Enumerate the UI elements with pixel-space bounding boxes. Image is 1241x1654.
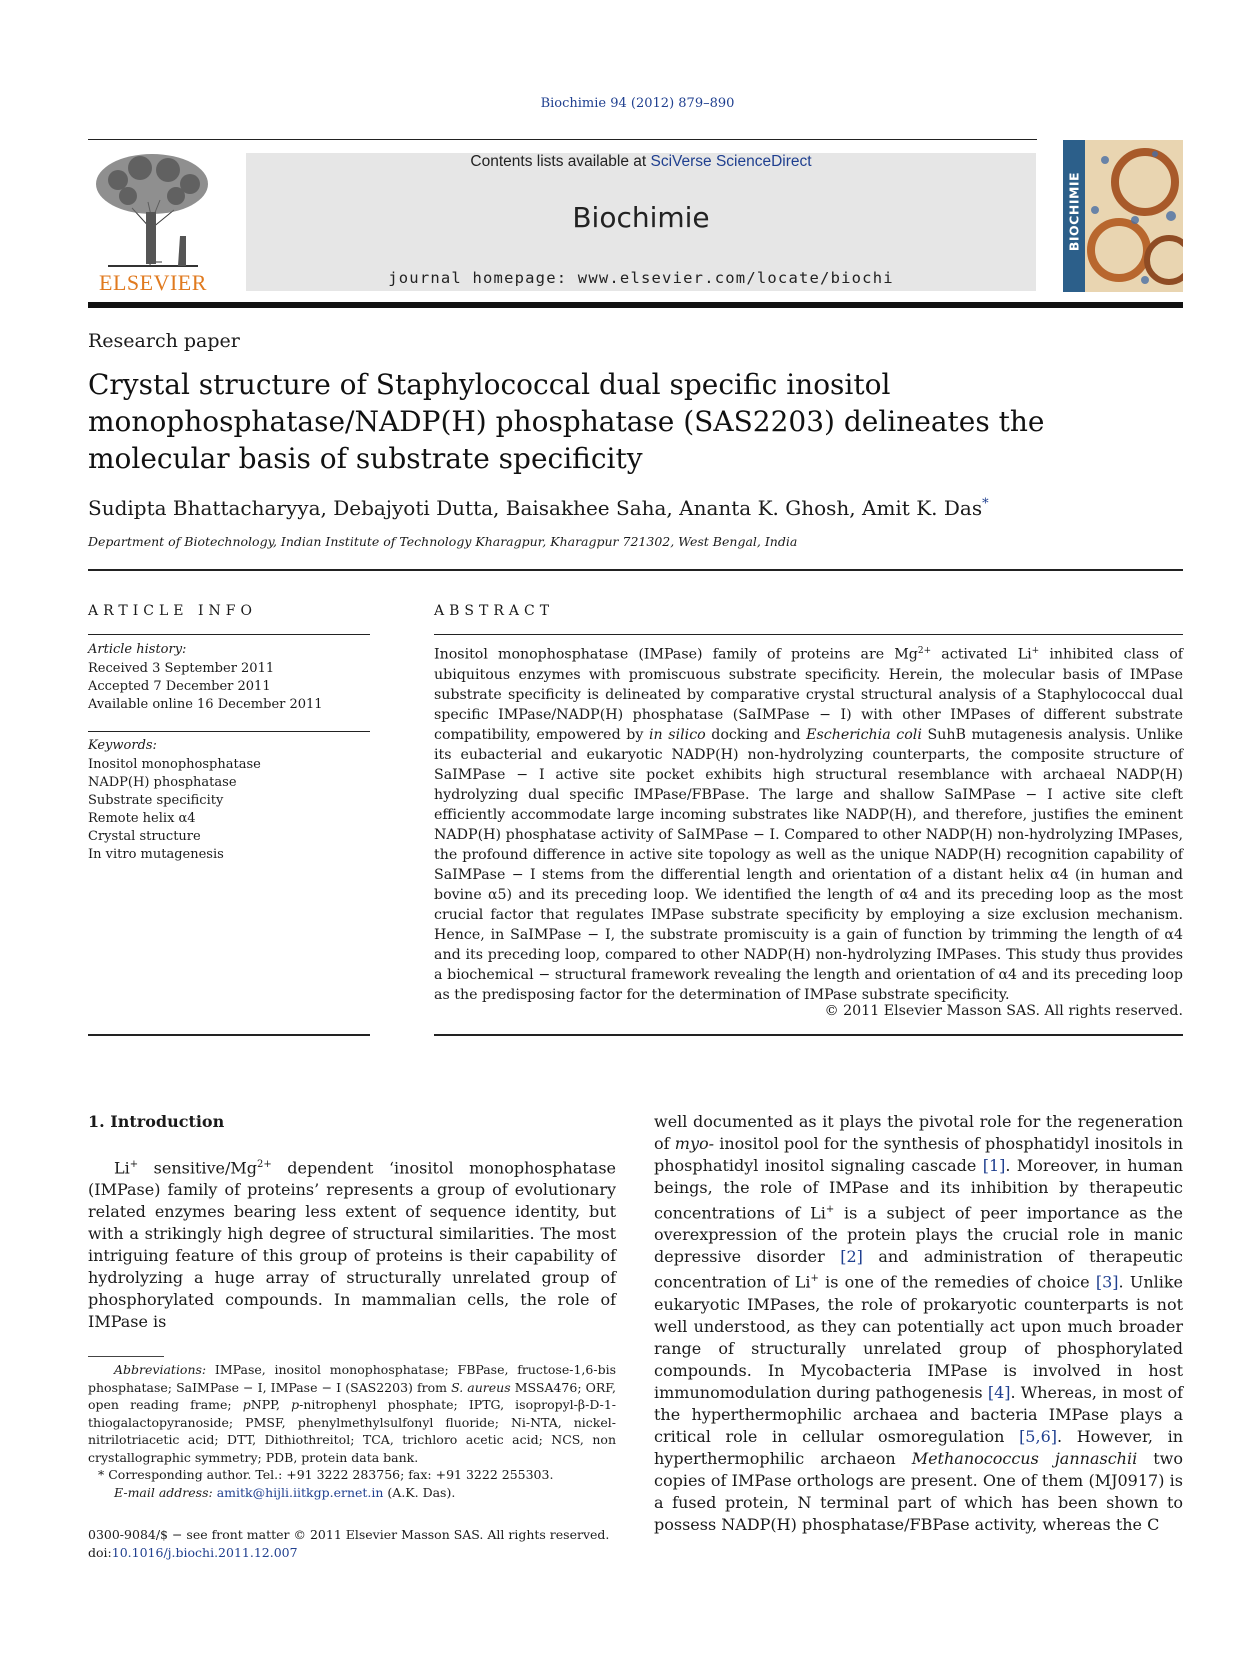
- affiliation: Department of Biotechnology, Indian Institute of Technology Kharagpur, Kharagpur 721302, West Bengal, India: [88, 534, 798, 549]
- keywords-label: Keywords:: [88, 738, 157, 753]
- history-online: Available online 16 December 2011: [88, 697, 323, 712]
- contents-line: [246, 153, 1036, 171]
- intro-paragraph-left: Li+ sensitive/$Mg^{2+}$ dependent ‘inositol monophosphatase (IMPase) family of proteins’ represents a group of evolutionary related enzymes bearing less extent of sequence identity, but with a strikingly high degree of structural similarities. The most intriguing feature of this group of proteins is their capability of hydrolyzing a huge array of structurally unrelated group of phosphorylated compounds. In mammalian cells, the role of IMPase is: [88, 1158, 616, 1332]
- journal-name: Biochimie: [572, 201, 710, 234]
- history-accepted: Accepted 7 December 2011: [88, 679, 271, 694]
- header-thick-rule: [88, 302, 1183, 308]
- keyword: Crystal structure: [88, 829, 201, 844]
- reference-link[interactable]: [3]: [1095, 1272, 1119, 1292]
- article-title: Crystal structure of Staphylococcal dual specific inositol monophosphatase/NADP(H) phosphatase (SAS2203) delineates the molecular basis of substrate specificity: [88, 368, 1045, 475]
- history-label: Article history:: [88, 642, 187, 657]
- front-matter-line: 0300-9084/$ − see front matter © 2011 Elsevier Masson SAS. All rights reserved.: [88, 1527, 610, 1542]
- corresponding-author-footnote: * Corresponding author. Tel.: +91 3222 283756; fax: +91 3222 255303.: [98, 1467, 554, 1482]
- journal-homepage[interactable]: journal homepage: www.elsevier.com/locate/biochi: [388, 269, 894, 287]
- keyword: In vitro mutagenesis: [88, 847, 224, 862]
- doi-line: doi:10.1016/j.biochi.2011.12.007: [88, 1545, 298, 1560]
- divider: [434, 634, 1183, 635]
- author-list: [88, 496, 989, 520]
- keyword: Substrate specificity: [88, 793, 224, 808]
- abstract-text: Inositol monophosphatase (IMPase) family of proteins are $Mg^{2+}$ activated Li+ inhibited class of ubiquitous enzymes with promiscuous substrate specificity. Herein, the molecular basis of IMPase substrate specificity is delineated by comparative crystal structural analysis of a Staphylococcal dual specific IMPase/NADP(H) phosphatase (SaIMPase − I) with other IMPases of different substrate compatibility, empowered by in silico docking and Escherichia coli SuhB mutagenesis analysis. Unlike its eubacterial and eukaryotic NADP(H) non-hydrolyzing counterparts, the composite structure of SaIMPase − I active site pocket exhibits high structural resemblance with archaeal NADP(H) hydrolyzing dual specific IMPase/FBPase. The large and shallow SaIMPase − I active site cleft efficiently accommodate large incoming substrates like NADP(H), and therefore, justifies the eminent NADP(H) phosphatase activity of SaIMPase − I. Compared to other NADP(H) non-hydrolyzing IMPases, the profound difference in active site topology as well as the unique NADP(H) recognition capability of SaIMPase − I stems from the differential length and orientation of a distant helix α4 (in human and bovine α5) and its preceding loop. We identified the length of α4 and its preceding loop as the most crucial factor that regulates IMPase substrate specificity by employing a size exclusion mechanism. Hence, in SaIMPase − I, the substrate promiscuity is a gain of function by trimming the length of α4 and its preceding loop, compared to other NADP(H) non-hydrolyzing IMPases. This study thus provides a biochemical − structural framework revealing the length and orientation of α4 and its preceding loop as the predisposing factor for the determination of IMPase substrate specificity.: [434, 646, 1184, 1003]
- divider: [88, 569, 1183, 571]
- contents-prefix: Contents lists available at: [470, 153, 651, 170]
- header-rule: [88, 139, 1037, 140]
- cover-title: BIOCHIMIE: [1066, 171, 1082, 252]
- authors-text: Sudipta Bhattacharyya, Debajyoti Dutta, Baisakhee Saha, Ananta K. Ghosh, Amit K. Das: [88, 496, 983, 520]
- email-link[interactable]: amitk@hijli.iitkgp.ernet.in: [216, 1484, 384, 1500]
- abbreviations-footnote: Abbreviations: IMPase, inositol monophosphatase; FBPase, fructose-1,6-bis phosphatase; SaIMPase − I, IMPase − I (SAS2203) from S. aureus MSSA476; ORF, open reading frame; pNPP, p-nitrophenyl phosphate; IPTG, isopropyl-β-D-1-thiogalactopyranoside; PMSF, phenylmethylsulfonyl fluoride; Ni-NTA, nickel-nitrilotriacetic acid; DTT, Dithiothreitol; TCA, trichloro acetic acid; NCS, non crystallographic symmetry; PDB, protein data bank.: [88, 1362, 616, 1465]
- reference-link[interactable]: [4]: [987, 1382, 1011, 1402]
- divider: [88, 731, 370, 732]
- journal-citation[interactable]: Biochimie 94 (2012) 879–890: [540, 96, 735, 111]
- keyword: Inositol monophosphatase: [88, 757, 261, 772]
- article-info-heading: ARTICLE INFO: [88, 603, 257, 619]
- journal-cover-image: [1063, 140, 1183, 292]
- history-list: [88, 660, 323, 714]
- section-heading-introduction: 1. Introduction: [88, 1112, 225, 1131]
- email-footnote: E-mail address: amitk@hijli.iitkgp.ernet.in (A.K. Das).: [114, 1484, 456, 1500]
- doi-link[interactable]: 10.1016/j.biochi.2011.12.007: [111, 1545, 298, 1560]
- keyword: NADP(H) phosphatase: [88, 775, 237, 790]
- reference-link[interactable]: [1]: [982, 1156, 1006, 1175]
- abstract-heading: ABSTRACT: [434, 603, 555, 619]
- intro-paragraph-right: well documented as it plays the pivotal role for the regeneration of myo- inositol pool for the synthesis of phosphatidyl inositols in phosphatidyl inositol signaling cascade [1]. Moreover, in human beings, the role of IMPase and its inhibition by therapeutic concentrations of Li+ is a subject of peer importance as the overexpression of the protein plays the crucial role in manic depressive disorder [2] and administration of therapeutic concentration of Li+ is one of the remedies of choice [3]. Unlike eukaryotic IMPases, the role of prokaryotic counterparts is not well understood, as they can potentially act upon much broader range of structurally unrelated group of phosphorylated compounds. In Mycobacteria IMPase is involved in host immunomodulation during pathogenesis [4]. Whereas, in most of the hyperthermophilic archaea and bacteria IMPase plays a critical role in cellular osmoregulation [5,6]. However, in hyperthermophilic archaeon Methanococcus jannaschii two copies of IMPase orthologs are present. One of them (MJ0917) is a fused protein, N terminal part of which has been shown to possess NADP(H) phosphatase/FBPase activity, whereas the C: [654, 1112, 1184, 1534]
- journal-banner: [246, 153, 1036, 291]
- sciencedirect-link[interactable]: SciVerse ScienceDirect: [650, 153, 812, 170]
- corresponding-mark[interactable]: *: [982, 496, 989, 512]
- divider: [88, 1034, 370, 1036]
- footnotes: [88, 1361, 616, 1501]
- abstract-copyright: © 2011 Elsevier Masson SAS. All rights reserved.: [824, 1003, 1183, 1019]
- reference-link[interactable]: [5,6]: [1019, 1426, 1057, 1446]
- keywords-list: [88, 756, 261, 864]
- history-received: Received 3 September 2011: [88, 661, 275, 676]
- reference-link[interactable]: [2]: [840, 1247, 863, 1267]
- elsevier-wordmark: ELSEVIER: [99, 270, 207, 295]
- issn-block: [88, 1526, 648, 1562]
- footnote-rule: [88, 1356, 164, 1357]
- article-type: Research paper: [88, 330, 240, 352]
- divider: [434, 1034, 1183, 1036]
- divider: [88, 634, 370, 635]
- keyword: Remote helix α4: [88, 811, 196, 826]
